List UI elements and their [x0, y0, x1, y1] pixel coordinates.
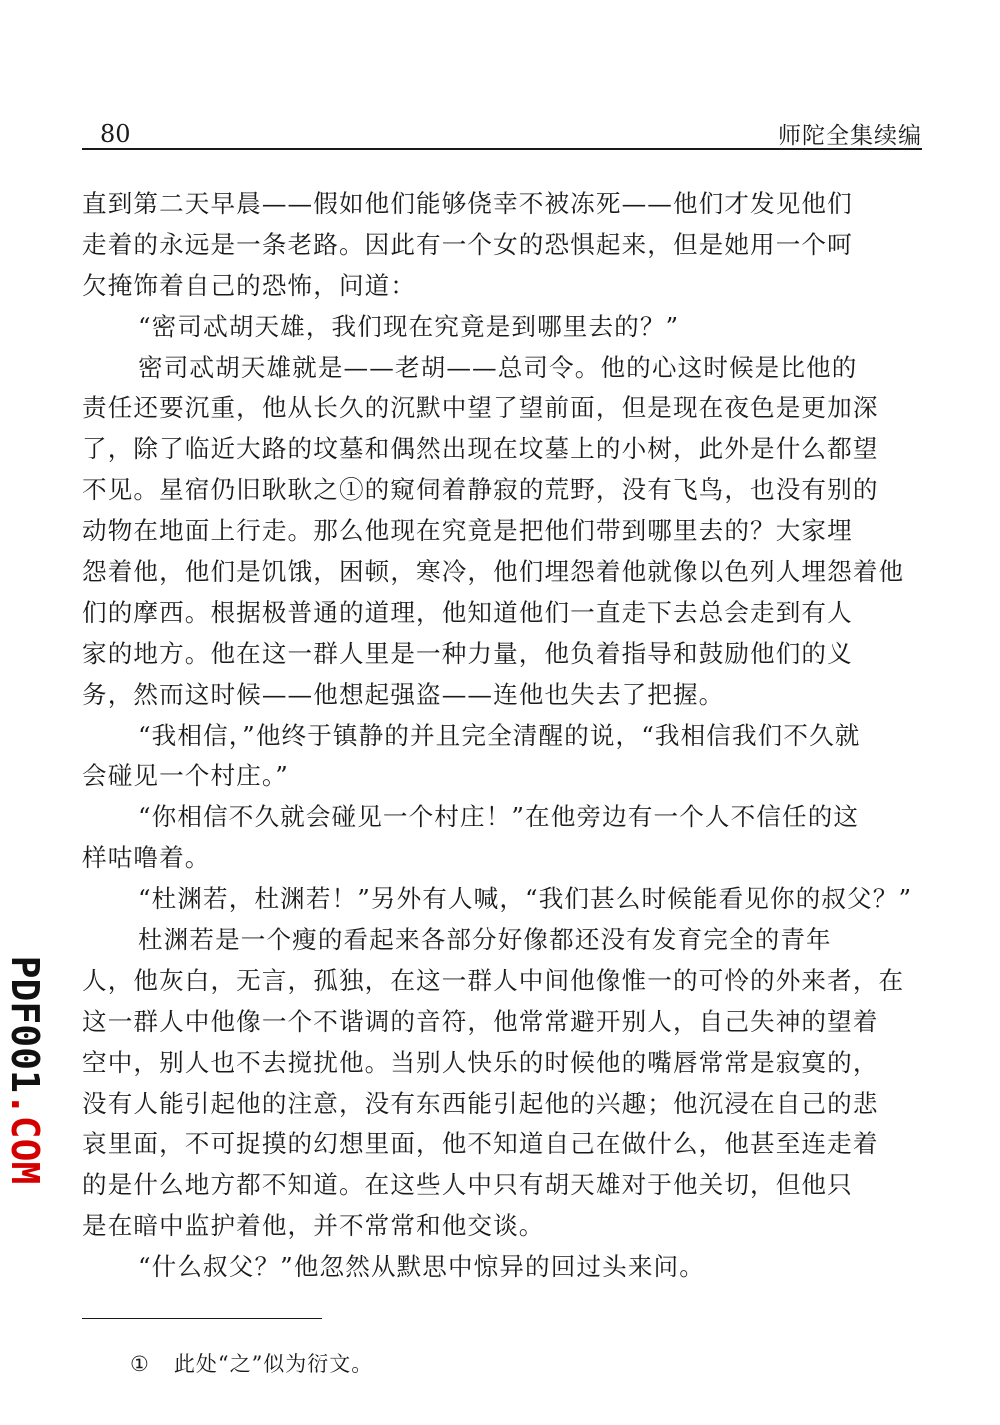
text-line: 责任还要沉重，他从长久的沉默中望了望前面，但是现在夜色是更加深	[82, 393, 879, 423]
text-line: 样咕噜着。	[82, 843, 211, 873]
text-line: “我相信，”他终于镇静的并且完全清醒的说，“我相信我们不久就	[138, 720, 861, 750]
body-text	[82, 184, 922, 1288]
text-line: 会碰见一个村庄。”	[82, 761, 289, 791]
text-line: 的是什么地方都不知道。在这些人中只有胡天雄对于他关切，但他只	[82, 1170, 853, 1200]
text-line: 这一群人中他像一个不谐调的音符，他常常避开别人，自己失神的望着	[82, 1006, 879, 1036]
watermark-part2: .COM	[3, 1092, 47, 1185]
page-number: 80	[100, 120, 131, 148]
text-line: 哀里面，不可捉摸的幻想里面，他不知道自己在做什么，他甚至连走着	[82, 1129, 879, 1159]
text-line: 杜渊若是一个瘦的看起来各部分好像都还没有发育完全的青年	[138, 925, 832, 955]
text-line: “密司忒胡天雄，我们现在究竟是到哪里去的？”	[138, 311, 680, 341]
text-line: 欠掩饰着自己的恐怖，问道：	[82, 270, 417, 300]
text-line: 不见。星宿仍旧耿耿之①的窥伺着静寂的荒野，没有飞鸟，也没有别的	[82, 475, 879, 505]
text-line: 密司忒胡天雄就是——老胡——总司令。他的心这时候是比他的	[138, 352, 858, 382]
footnote-text: 此处“之”似为衍文。	[173, 1352, 374, 1376]
text-line: “杜渊若，杜渊若！”另外有人喊，“我们甚么时候能看见你的叔父？”	[138, 884, 913, 914]
footnote	[130, 1350, 373, 1378]
text-line: 动物在地面上行走。那么他现在究竟是把他们带到哪里去的？大家埋	[82, 516, 853, 546]
text-line: 走着的永远是一条老路。因此有一个女的恐惧起来，但是她用一个呵	[82, 229, 853, 259]
text-line: 家的地方。他在这一群人里是一种力量，他负着指导和鼓励他们的义	[82, 638, 853, 668]
text-line: 了，除了临近大路的坟墓和偶然出现在坟墓上的小树，此外是什么都望	[82, 434, 879, 464]
text-line: 没有人能引起他的注意，没有东西能引起他的兴趣；他沉浸在自己的悲	[82, 1088, 879, 1118]
header-rule	[82, 148, 922, 150]
text-line: 人，他灰白，无言，孤独，在这一群人中间他像惟一的可怜的外来者，在	[82, 965, 905, 995]
watermark-part1: PDF001	[3, 955, 47, 1093]
footnote-marker: ①	[130, 1352, 150, 1376]
text-line: “什么叔父？”他忽然从默思中惊异的回过头来问。	[138, 1252, 705, 1282]
text-line: “你相信不久就会碰见一个村庄！”在他旁边有一个人不信任的这	[138, 802, 860, 832]
text-line: 直到第二天早晨——假如他们能够侥幸不被冻死——他们才发见他们	[82, 189, 853, 218]
book-title: 师陀全集续编	[778, 123, 922, 149]
text-line: 怨着他，他们是饥饿，困顿，寒冷，他们埋怨着他就像以色列人埋怨着他	[82, 557, 905, 587]
text-line: 们的摩西。根据极普通的道理，他知道他们一直走下去总会走到有人	[82, 597, 853, 627]
text-line: 空中，别人也不去搅扰他。当别人快乐的时候他的嘴唇常常是寂寞的，	[82, 1047, 879, 1077]
text-line: 务，然而这时候——他想起强盗——连他也失去了把握。	[82, 679, 725, 709]
footnote-rule	[82, 1318, 322, 1319]
text-line: 是在暗中监护着他，并不常常和他交谈。	[82, 1211, 545, 1241]
watermark	[5, 950, 45, 1190]
